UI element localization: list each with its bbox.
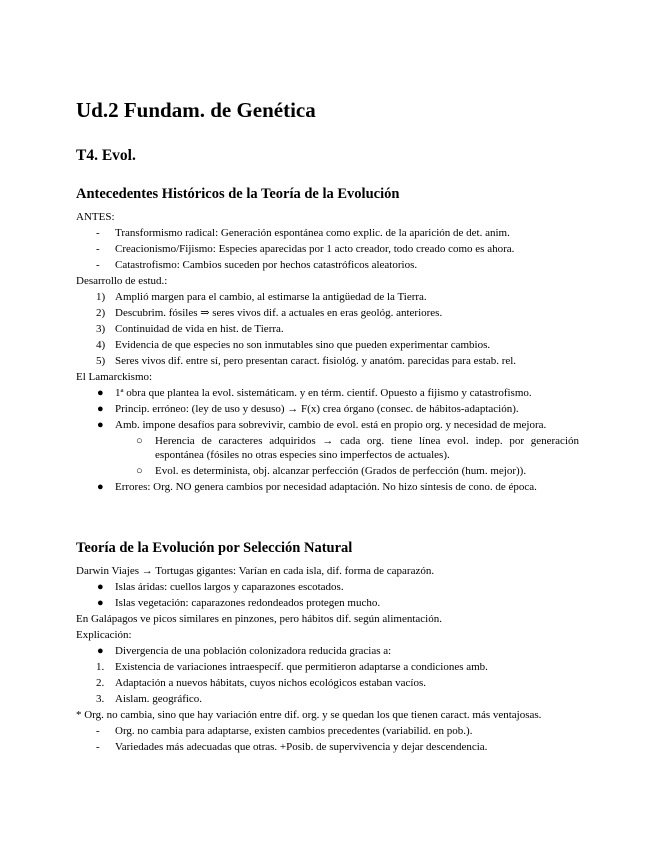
section2-heading: Teoría de la Evolución por Selección Natural <box>76 540 353 556</box>
desarrollo-item: Descubrim. fósiles ⇒ seres vivos dif. a actuales en eras geológ. anteriores. <box>115 307 443 319</box>
islas-item: Islas vegetación: caparazones redondeados protegen mucho. <box>115 597 381 609</box>
lamarck-item: 1ª obra que plantea la evol. sistemáticam. y en térm. cientif. Opuesto a fijismo y catastrofismo. <box>115 387 532 399</box>
desarrollo-item: Evidencia de que especies no son inmutables sino que pueden experimentar cambios. <box>115 339 491 351</box>
lamarck-label: El Lamarckismo: <box>76 371 153 383</box>
list-number: 2. <box>96 677 105 689</box>
bullet-marker: ● <box>97 419 104 431</box>
circle-bullet-marker: ○ <box>136 465 143 477</box>
explicacion-item: Existencia de variaciones intraespecíf. que permitieron adaptarse a condiciones amb. <box>115 661 488 673</box>
list-number: 3) <box>96 323 106 335</box>
section1-heading: Antecedentes Históricos de la Teoría de la Evolución <box>76 186 400 202</box>
bullet-marker: ● <box>97 481 104 493</box>
bullet-marker: ● <box>97 387 104 399</box>
list-number: 1) <box>96 291 106 303</box>
bullet-marker: ● <box>97 403 104 415</box>
nota-item: Variedades más adecuadas que otras. +Posib. de supervivencia y dejar descendencia. <box>115 741 488 753</box>
nota-item: Org. no cambia para adaptarse, existen cambios precedentes (variabilid. en pob.). <box>115 725 473 737</box>
desarrollo-item: Amplió margen para el cambio, al estimarse la antigüedad de la Tierra. <box>115 291 427 303</box>
islas-item: Islas áridas: cuellos largos y caparazones escotados. <box>115 581 344 593</box>
desarrollo-item: Continuidad de vida en hist. de Tierra. <box>115 323 284 335</box>
dash-marker: - <box>96 227 100 239</box>
lamarck-subitem: Evol. es determinista, obj. alcanzar perfección (Grados de perfección (hum. mejor)). <box>155 465 527 477</box>
document-title: Ud.2 Fundam. de Genética <box>76 98 316 122</box>
dash-marker: - <box>96 725 100 737</box>
list-number: 3. <box>96 693 105 705</box>
dash-marker: - <box>96 741 100 753</box>
desarrollo-label: Desarrollo de estud.: <box>76 275 168 287</box>
antes-item: Creacionismo/Fijismo: Especies aparecidas por 1 acto creador, todo creado como es ahora. <box>115 243 515 255</box>
explicacion-item: Adaptación a nuevos hábitats, cuyos nichos ecológicos estaban vacíos. <box>115 677 426 689</box>
explicacion-item: Aislam. geográfico. <box>115 693 203 705</box>
dash-marker: - <box>96 243 100 255</box>
explicacion-label: Explicación: <box>76 629 132 641</box>
bullet-marker: ● <box>97 645 104 657</box>
bullet-marker: ● <box>97 581 104 593</box>
lamarck-subitem: Herencia de caracteres adquiridos → cada org. tiene línea evol. indep. por generación espontánea (fósiles no otras especies sino imperfectos de actuales). <box>155 435 579 461</box>
lamarck-item: Princip. erróneo: (ley de uso y desuso) → F(x) crea órgano (consec. de hábitos-adaptación). <box>115 403 519 415</box>
circle-bullet-marker: ○ <box>136 435 143 447</box>
document-subtitle: T4. Evol. <box>76 147 136 164</box>
antes-item: Transformismo radical: Generación espontánea como explic. de la aparición de det. anim. <box>115 227 510 239</box>
explicacion-bullet: Divergencia de una población colonizadora reducida gracias a: <box>115 645 392 657</box>
bullet-marker: ● <box>97 597 104 609</box>
nota-line: * Org. no cambia, sino que hay variación entre dif. org. y se quedan los que tienen caract. más ventajosas. <box>76 709 542 721</box>
darwin-line: Darwin Viajes → Tortugas gigantes: Varían en cada isla, dif. forma de caparazón. <box>76 565 435 577</box>
list-number: 4) <box>96 339 106 351</box>
antes-item: Catastrofismo: Cambios suceden por hechos catastróficos aleatorios. <box>115 259 418 271</box>
list-number: 2) <box>96 307 106 319</box>
lamarck-item: Errores: Org. NO genera cambios por necesidad adaptación. No hizo síntesis de cono. de época. <box>115 481 537 493</box>
galapagos-line: En Galápagos ve picos similares en pinzones, pero hábitos dif. según alimentación. <box>76 613 442 625</box>
desarrollo-item: Seres vivos dif. entre sí, pero presentan caract. fisiológ. y anatóm. parecidas para estab. rel. <box>115 355 517 367</box>
dash-marker: - <box>96 259 100 271</box>
list-number: 1. <box>96 661 105 673</box>
antes-label: ANTES: <box>76 211 115 223</box>
list-number: 5) <box>96 355 106 367</box>
lamarck-item: Amb. impone desafíos para sobrevivir, cambio de evol. está en propio org. y necesidad de mejora. <box>115 419 547 431</box>
